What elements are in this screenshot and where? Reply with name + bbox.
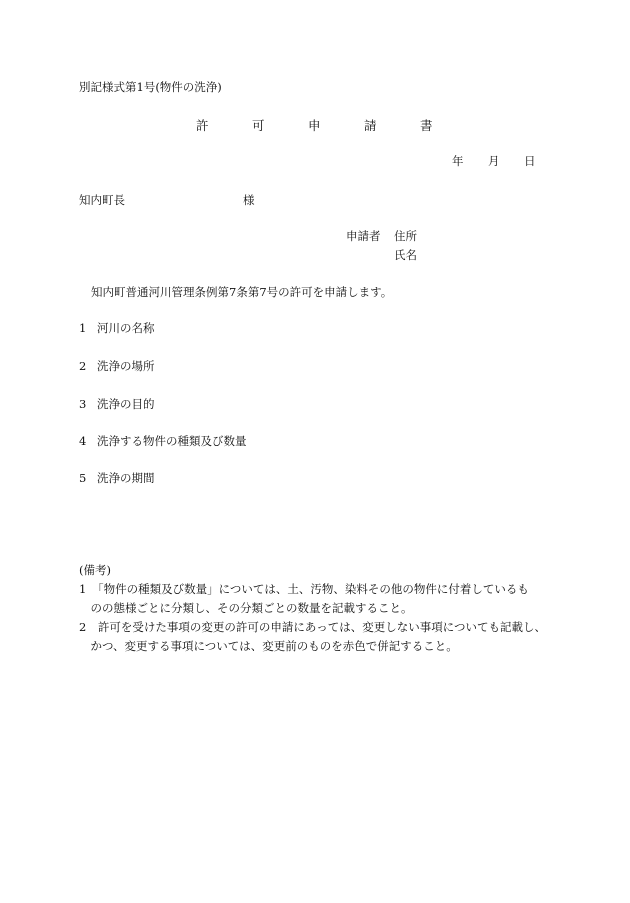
list-item — [79, 361, 379, 375]
notes-heading: (備考) — [79, 563, 111, 577]
body-text: 知内町普通河川管理条例第7条第7号の許可を申請します。 — [91, 285, 393, 299]
applicant-label: 申請者 — [346, 229, 381, 243]
item-number: 1 — [79, 321, 87, 335]
title-char-3: 申 — [308, 118, 321, 133]
item-number: 5 — [79, 471, 87, 485]
notes-section — [79, 565, 579, 655]
addressee-honorific: 様 — [243, 193, 255, 207]
item-list — [79, 323, 479, 493]
applicant-block — [0, 231, 630, 267]
list-item — [79, 436, 379, 450]
title-char-1: 許 — [196, 118, 209, 133]
item-number: 2 — [79, 359, 87, 373]
form-title — [0, 120, 630, 134]
date-day: 日 — [524, 154, 536, 168]
date-line — [0, 156, 630, 170]
form-label: 別記様式第1号(物件の洗浄) — [79, 80, 222, 94]
title-char-2: 可 — [252, 118, 265, 133]
note-line: かつ、変更する事項については、変更前のものを赤色で併記すること。 — [79, 639, 458, 653]
addressee-name: 知内町長 — [79, 193, 125, 207]
date-year: 年 — [452, 154, 464, 168]
title-char-4: 請 — [364, 118, 377, 133]
item-number: 4 — [79, 434, 87, 448]
list-item — [79, 473, 379, 487]
name-label: 氏名 — [394, 248, 417, 262]
list-item — [79, 399, 379, 413]
note-line: のの態様ごとに分類し、その分類ごとの数量を記載すること。 — [79, 601, 413, 615]
item-text: 洗浄の目的 — [97, 397, 155, 411]
note-line: 2 許可を受けた事項の変更の許可の申請にあっては、変更しない事項についても記載し、 — [79, 620, 546, 634]
addressee — [0, 195, 630, 209]
item-text: 河川の名称 — [97, 321, 155, 335]
item-text: 洗浄の場所 — [97, 359, 155, 373]
item-text: 洗浄する物件の種類及び数量 — [97, 434, 247, 448]
note-line: 1 「物件の種類及び数量」については、土、汚物、染料その他の物件に付着しているも — [79, 582, 529, 596]
title-char-5: 書 — [420, 118, 433, 133]
item-text: 洗浄の期間 — [97, 471, 155, 485]
date-month: 月 — [488, 154, 500, 168]
list-item — [79, 323, 379, 337]
address-label: 住所 — [394, 229, 417, 243]
item-number: 3 — [79, 397, 87, 411]
